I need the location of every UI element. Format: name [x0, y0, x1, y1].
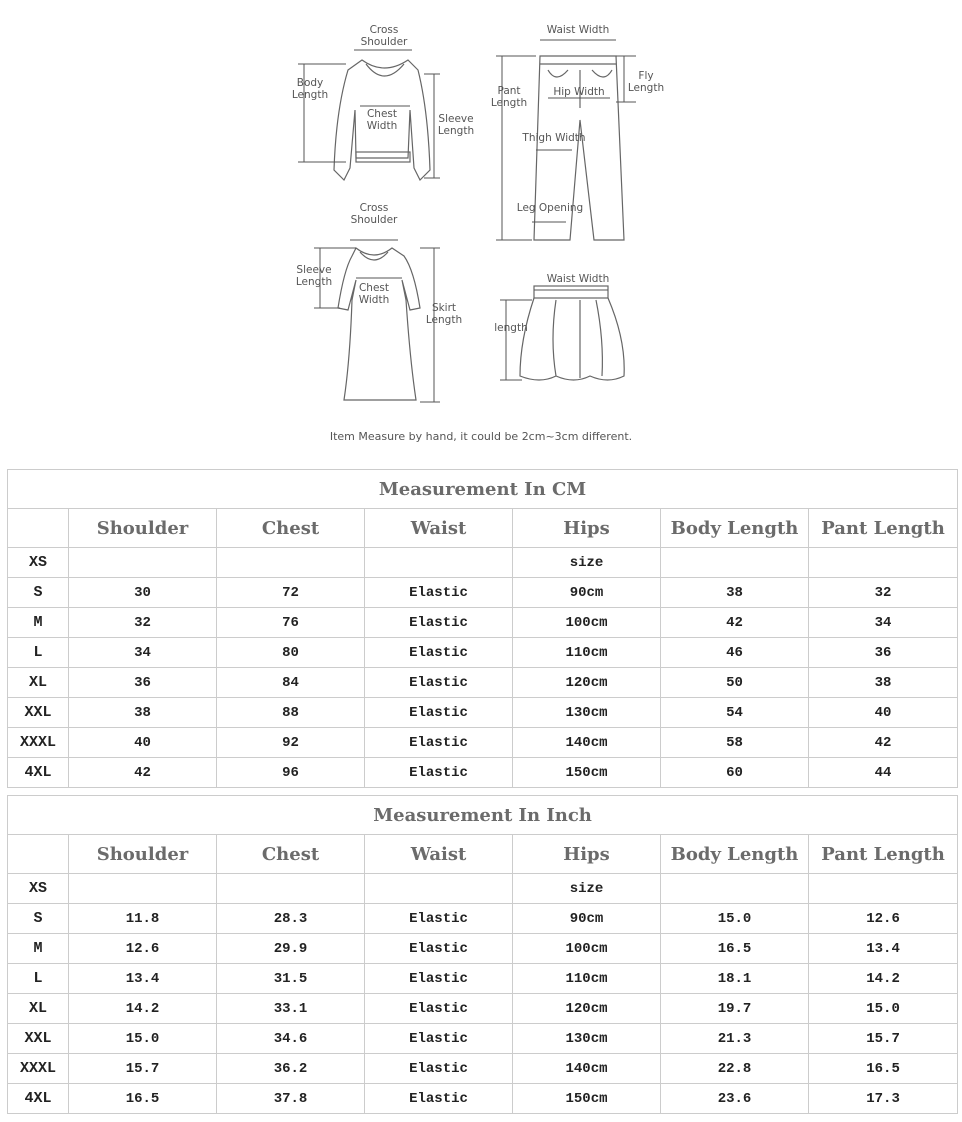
dress-label-cross-shoulder: Cross Shoulder: [350, 202, 398, 226]
table-cell: 42: [69, 758, 217, 788]
table-cell: [365, 548, 513, 578]
table-cell: Elastic: [365, 994, 513, 1024]
header-cell: Chest: [217, 835, 365, 874]
table-row: [8, 1024, 958, 1054]
table-caption-row: [8, 796, 958, 835]
table-cell: Elastic: [365, 1024, 513, 1054]
table-cell: 60: [661, 758, 809, 788]
table-cell: 36: [809, 638, 958, 668]
table-cell: 130cm: [513, 1024, 661, 1054]
table-cell: 150cm: [513, 758, 661, 788]
size-table-cm: [7, 469, 958, 788]
header-cell: Body Length: [661, 509, 809, 548]
table-cell: [217, 874, 365, 904]
header-cell: Hips: [513, 835, 661, 874]
table-cell: Elastic: [365, 904, 513, 934]
table-cell: 34: [69, 638, 217, 668]
table-row: [8, 608, 958, 638]
table-cell: 13.4: [809, 934, 958, 964]
table-cell: Elastic: [365, 578, 513, 608]
table-cell: 22.8: [661, 1054, 809, 1084]
table-cell: 14.2: [809, 964, 958, 994]
skirt-label-waist-width: Waist Width: [546, 273, 610, 285]
size-cell: L: [8, 964, 69, 994]
header-cell: Waist: [365, 835, 513, 874]
header-cell: Pant Length: [809, 835, 958, 874]
table-cell: 110cm: [513, 638, 661, 668]
table-cell: 38: [661, 578, 809, 608]
size-cell: S: [8, 578, 69, 608]
table-cell: [365, 874, 513, 904]
table-header-row: [8, 835, 958, 874]
table-cell: 15.7: [809, 1024, 958, 1054]
table-cell: 88: [217, 698, 365, 728]
table-cell: 23.6: [661, 1084, 809, 1114]
label-sleeve-length: Sleeve Length: [437, 113, 475, 137]
table-header-row: [8, 509, 958, 548]
table-row: [8, 578, 958, 608]
table-cell: 37.8: [217, 1084, 365, 1114]
table-row: [8, 964, 958, 994]
header-cell: Shoulder: [69, 509, 217, 548]
table-cell: 100cm: [513, 608, 661, 638]
table-cell: 30: [69, 578, 217, 608]
label-thigh-width: Thigh Width: [522, 132, 586, 144]
table-cell: Elastic: [365, 758, 513, 788]
table-row: [8, 698, 958, 728]
table-cell: 40: [69, 728, 217, 758]
size-cell: L: [8, 638, 69, 668]
table-cell: 90cm: [513, 578, 661, 608]
table-cell: 29.9: [217, 934, 365, 964]
header-cell: Body Length: [661, 835, 809, 874]
size-cell: XS: [8, 548, 69, 578]
header-cell: Pant Length: [809, 509, 958, 548]
size-cell: M: [8, 608, 69, 638]
table-row: [8, 668, 958, 698]
measure-note: Item Measure by hand, it could be 2cm~3cm different.: [329, 430, 633, 443]
label-leg-opening: Leg Opening: [516, 202, 584, 214]
table-cell: 28.3: [217, 904, 365, 934]
size-cell: XXL: [8, 698, 69, 728]
table-cell: 32: [809, 578, 958, 608]
label-hip-width: Hip Width: [553, 86, 605, 98]
table-cell: 34.6: [217, 1024, 365, 1054]
table-cell: 44: [809, 758, 958, 788]
table-cell: 36.2: [217, 1054, 365, 1084]
table-cell: 96: [217, 758, 365, 788]
table-cell: 16.5: [809, 1054, 958, 1084]
header-cell: [8, 509, 69, 548]
size-cell: 4XL: [8, 758, 69, 788]
garment-illustrations: [0, 0, 962, 460]
table-title: Measurement In Inch: [8, 796, 958, 835]
size-cell: S: [8, 904, 69, 934]
table-cell: 84: [217, 668, 365, 698]
table-title: Measurement In CM: [8, 470, 958, 509]
table-row: [8, 728, 958, 758]
table-cell: 50: [661, 668, 809, 698]
table-cell: 90cm: [513, 904, 661, 934]
label-waist-width: Waist Width: [546, 24, 610, 36]
size-cell: XS: [8, 874, 69, 904]
table-cell: [809, 874, 958, 904]
dress-label-chest-width: Chest Width: [358, 282, 390, 306]
table-row: [8, 874, 958, 904]
dress-illustration: [338, 248, 420, 400]
skirt-illustration: [520, 286, 624, 380]
skirt-label-length: length: [494, 322, 528, 334]
header-cell: Hips: [513, 509, 661, 548]
table-cell: 42: [661, 608, 809, 638]
table-cell: 58: [661, 728, 809, 758]
table-row: [8, 1054, 958, 1084]
table-cell: Elastic: [365, 698, 513, 728]
table-cell: Elastic: [365, 728, 513, 758]
table-cell: Elastic: [365, 934, 513, 964]
size-cell: M: [8, 934, 69, 964]
table-cell: 34: [809, 608, 958, 638]
size-table-inch: [7, 795, 958, 1114]
table-cell: 16.5: [661, 934, 809, 964]
table-row: [8, 994, 958, 1024]
table-cell: 14.2: [69, 994, 217, 1024]
header-cell: [8, 835, 69, 874]
table-cell: 100cm: [513, 934, 661, 964]
table-cell: 92: [217, 728, 365, 758]
table-cell: 40: [809, 698, 958, 728]
table-row: [8, 1084, 958, 1114]
table-cell: [661, 874, 809, 904]
table-cell: [661, 548, 809, 578]
table-cell: 54: [661, 698, 809, 728]
label-body-length: Body Length: [291, 77, 329, 101]
table-cell: size: [513, 548, 661, 578]
table-cell: 19.7: [661, 994, 809, 1024]
table-cell: 130cm: [513, 698, 661, 728]
table-cell: 80: [217, 638, 365, 668]
table-cell: 120cm: [513, 668, 661, 698]
table-cell: 31.5: [217, 964, 365, 994]
table-cell: Elastic: [365, 608, 513, 638]
table-cell: 17.3: [809, 1084, 958, 1114]
table-cell: 21.3: [661, 1024, 809, 1054]
measurement-diagrams: [0, 0, 962, 460]
table-cell: [69, 548, 217, 578]
size-cell: XL: [8, 668, 69, 698]
table-caption-row: [8, 470, 958, 509]
table-cell: Elastic: [365, 1084, 513, 1114]
table-cell: size: [513, 874, 661, 904]
label-cross-shoulder: Cross Shoulder: [360, 24, 408, 48]
table-cell: 38: [809, 668, 958, 698]
table-row: [8, 934, 958, 964]
header-cell: Chest: [217, 509, 365, 548]
table-cell: 15.0: [661, 904, 809, 934]
table-cell: 15.7: [69, 1054, 217, 1084]
table-cell: [69, 874, 217, 904]
size-cell: 4XL: [8, 1084, 69, 1114]
size-cell: XXXL: [8, 728, 69, 758]
header-cell: Waist: [365, 509, 513, 548]
table-cell: Elastic: [365, 1054, 513, 1084]
table-cell: Elastic: [365, 638, 513, 668]
table-cell: [809, 548, 958, 578]
table-cell: 140cm: [513, 728, 661, 758]
table-cell: 140cm: [513, 1054, 661, 1084]
table-cell: 110cm: [513, 964, 661, 994]
dress-label-sleeve-length: Sleeve Length: [295, 264, 333, 288]
label-chest-width: Chest Width: [366, 108, 398, 132]
table-cell: 32: [69, 608, 217, 638]
table-cell: 13.4: [69, 964, 217, 994]
table-cell: Elastic: [365, 668, 513, 698]
header-cell: Shoulder: [69, 835, 217, 874]
table-cell: 18.1: [661, 964, 809, 994]
table-cell: 33.1: [217, 994, 365, 1024]
table-cell: 120cm: [513, 994, 661, 1024]
table-row: [8, 904, 958, 934]
table-cell: 38: [69, 698, 217, 728]
table-cell: 76: [217, 608, 365, 638]
table-cell: 12.6: [69, 934, 217, 964]
table-cell: 36: [69, 668, 217, 698]
label-fly-length: Fly Length: [627, 70, 665, 94]
table-row: [8, 758, 958, 788]
table-cell: [217, 548, 365, 578]
table-cell: 12.6: [809, 904, 958, 934]
table-cell: 16.5: [69, 1084, 217, 1114]
table-cell: 150cm: [513, 1084, 661, 1114]
table-cell: 46: [661, 638, 809, 668]
table-row: [8, 548, 958, 578]
table-cell: 15.0: [809, 994, 958, 1024]
table-cell: 15.0: [69, 1024, 217, 1054]
dress-label-skirt-length: Skirt Length: [425, 302, 463, 326]
table-cell: 11.8: [69, 904, 217, 934]
table-row: [8, 638, 958, 668]
size-cell: XXL: [8, 1024, 69, 1054]
table-cell: Elastic: [365, 964, 513, 994]
size-cell: XXXL: [8, 1054, 69, 1084]
table-cell: 42: [809, 728, 958, 758]
label-pant-length: Pant Length: [490, 85, 528, 109]
size-cell: XL: [8, 994, 69, 1024]
table-cell: 72: [217, 578, 365, 608]
